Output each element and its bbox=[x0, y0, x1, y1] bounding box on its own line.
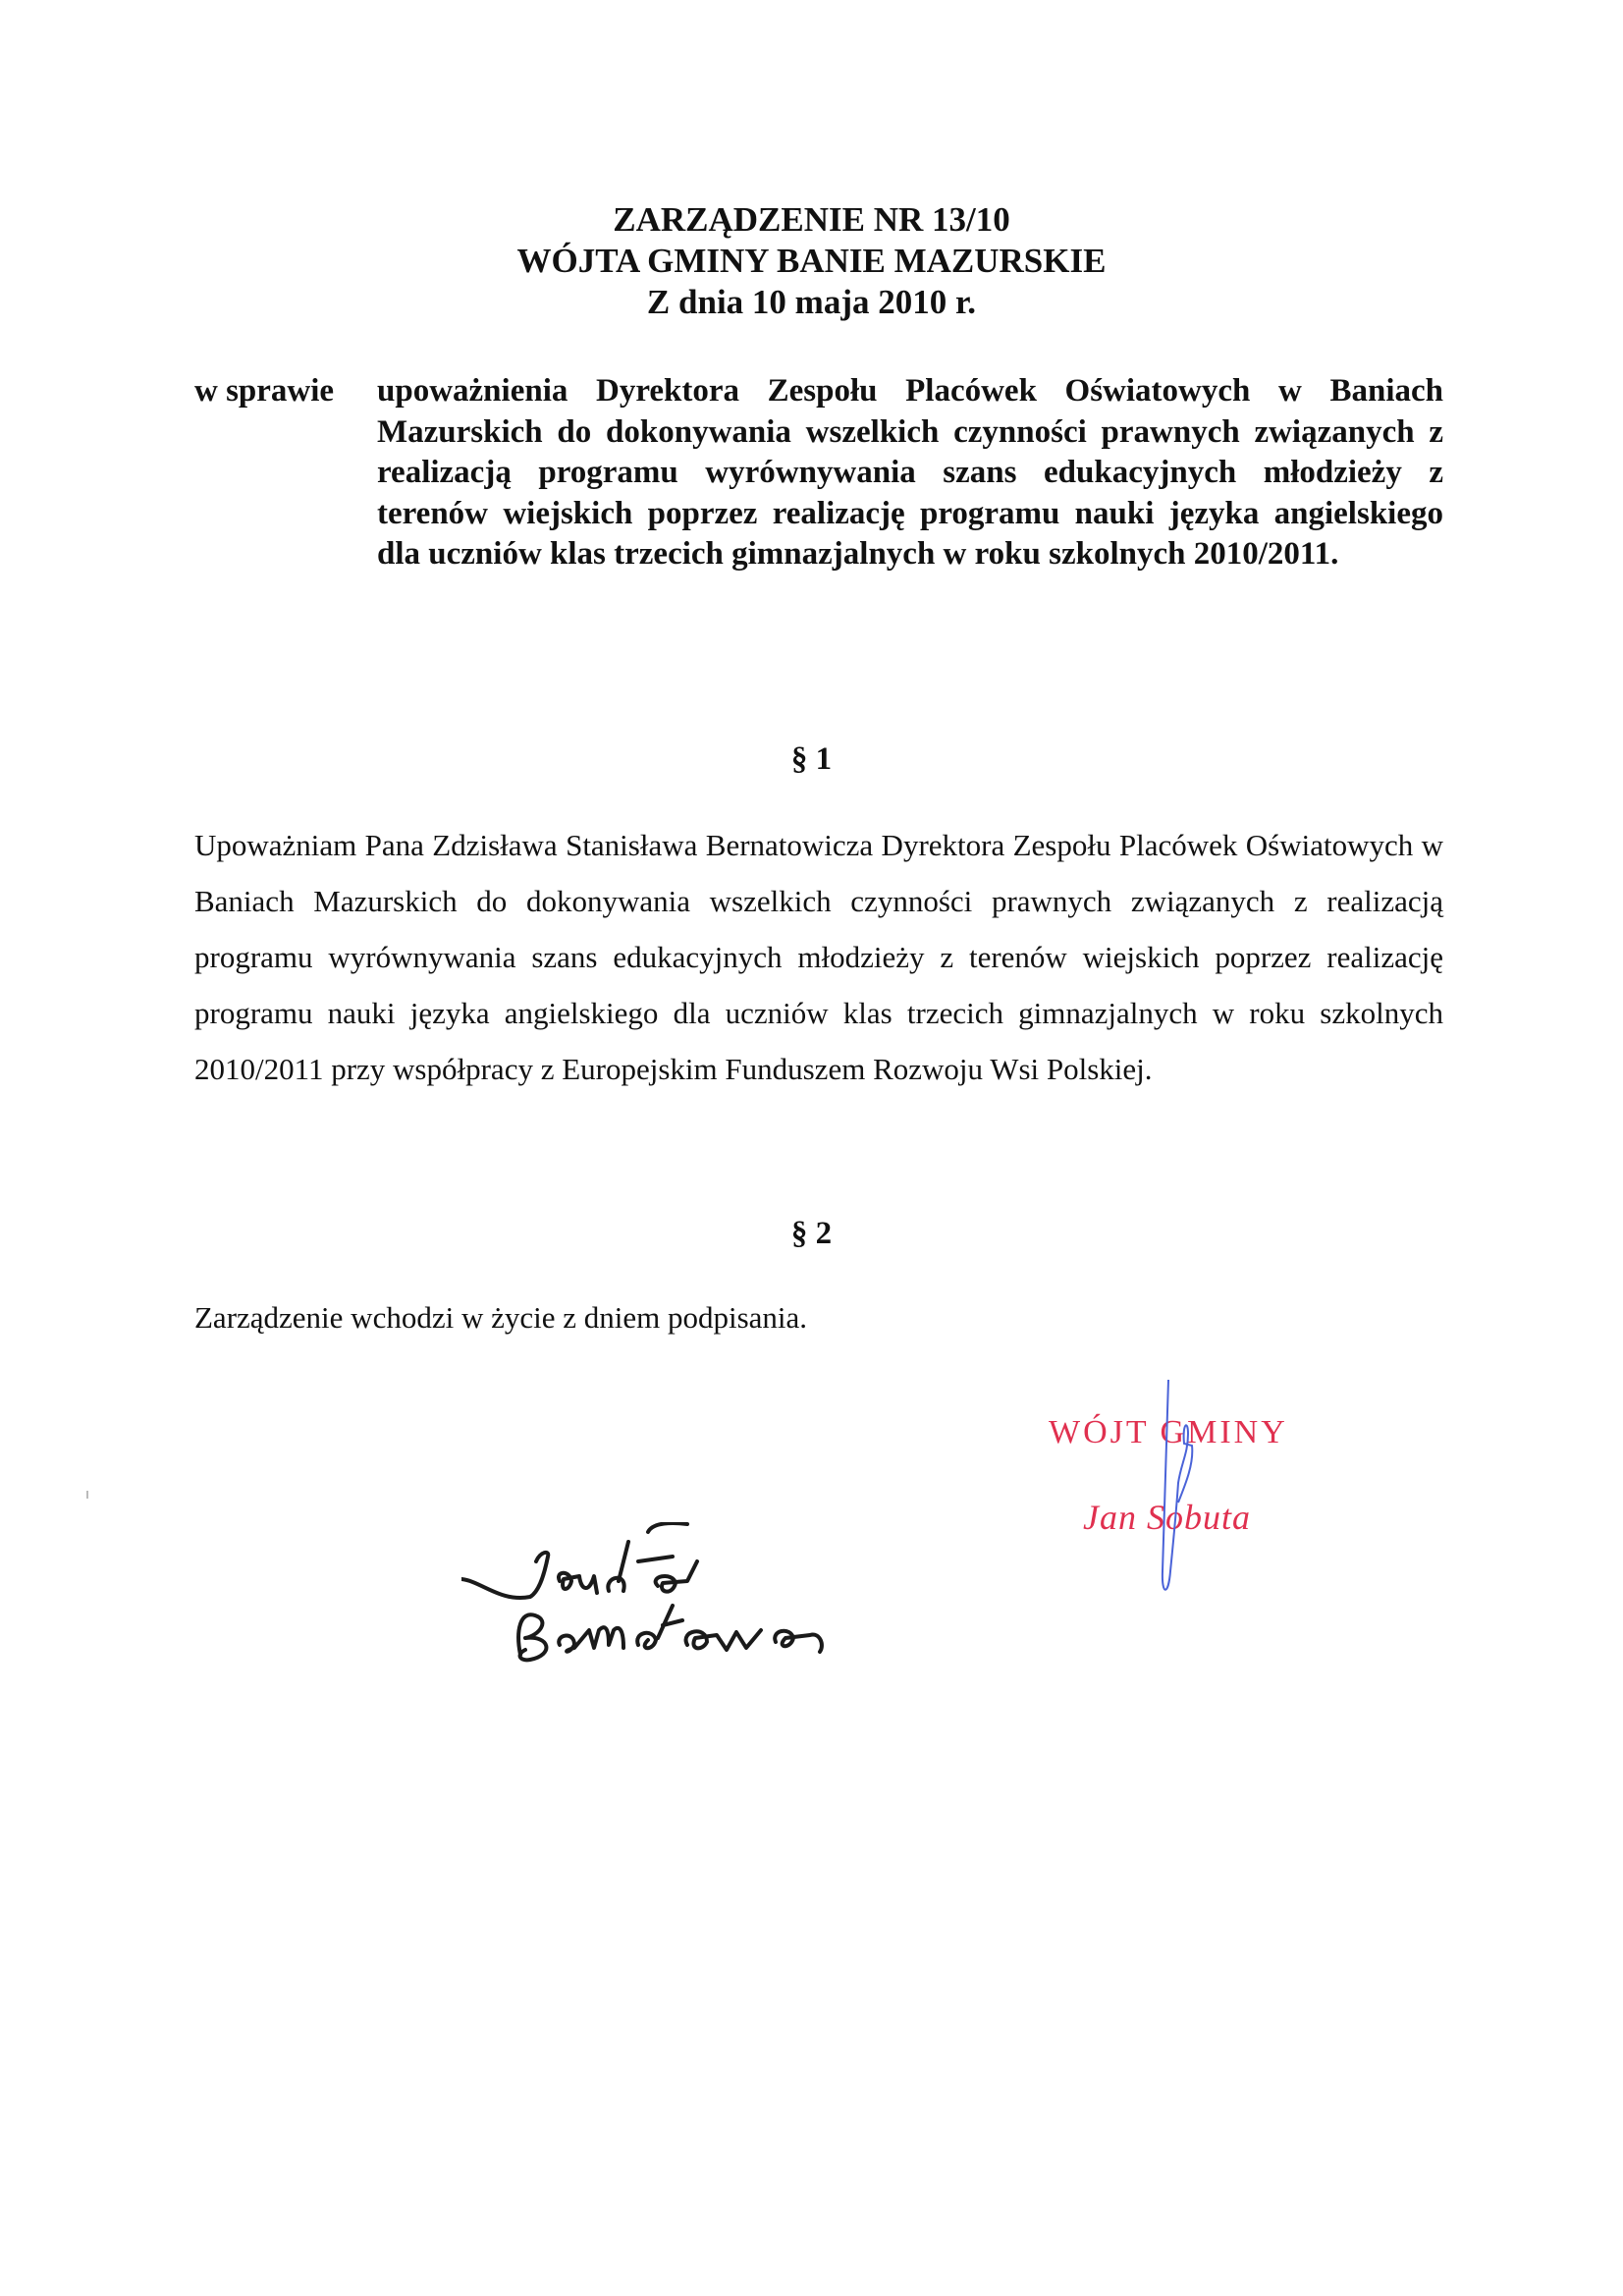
mayor-signature bbox=[1149, 1375, 1208, 1601]
section-2-text: Zarządzenie wchodzi w życie z dniem podpisania. bbox=[194, 1300, 808, 1335]
ordinance-subject bbox=[194, 371, 1443, 575]
subject-prefix: w sprawie bbox=[194, 373, 335, 409]
scan-artifact bbox=[86, 1491, 88, 1499]
section-1-text: Upoważniam Pana Zdzisława Stanisława Bernatowicza Dyrektora Zespołu Placówek Oświatowych w Baniach Mazurskich do dokonywania wszelkich czynności prawnych związanych z realizacją programu wyrównywania szans edukacyjnych młodzieży z terenów wiejskich poprzez realizację programu nauki języka angielskiego dla uczniów klas trzecich gimnazjalnych w roku szkolnych 2010/2011 przy współpracy z Europejskim Funduszem Rozwoju Wsi Polskiej. bbox=[194, 828, 1443, 1086]
ordinance-number: ZARZĄDZENIE NR 13/10 bbox=[613, 200, 1010, 239]
subject-text: upoważnienia Dyrektora Zespołu Placówek Oświatowych w Baniach Mazurskich do dokonywania wszelkich czynności prawnych związanych z realizacją programu wyrównywania szans edukacyjnych młodzieży z terenów wiejskich poprzez realizację programu nauki języka angielskiego dla uczniów klas trzecich gimnazjalnych w roku szkolnych 2010/2011. bbox=[377, 373, 1443, 572]
stamp-title: WÓJT GMINY bbox=[1049, 1414, 1288, 1450]
stamp-name: Jan Sobuta bbox=[1083, 1498, 1251, 1537]
director-signature bbox=[461, 1522, 972, 1679]
section-1-mark: § 1 bbox=[790, 741, 833, 777]
document-header bbox=[0, 199, 1623, 323]
section-2-mark: § 2 bbox=[790, 1216, 833, 1251]
issuing-authority: WÓJTA GMINY BANIE MAZURSKIE bbox=[516, 242, 1107, 280]
ordinance-date: Z dnia 10 maja 2010 r. bbox=[646, 283, 977, 321]
